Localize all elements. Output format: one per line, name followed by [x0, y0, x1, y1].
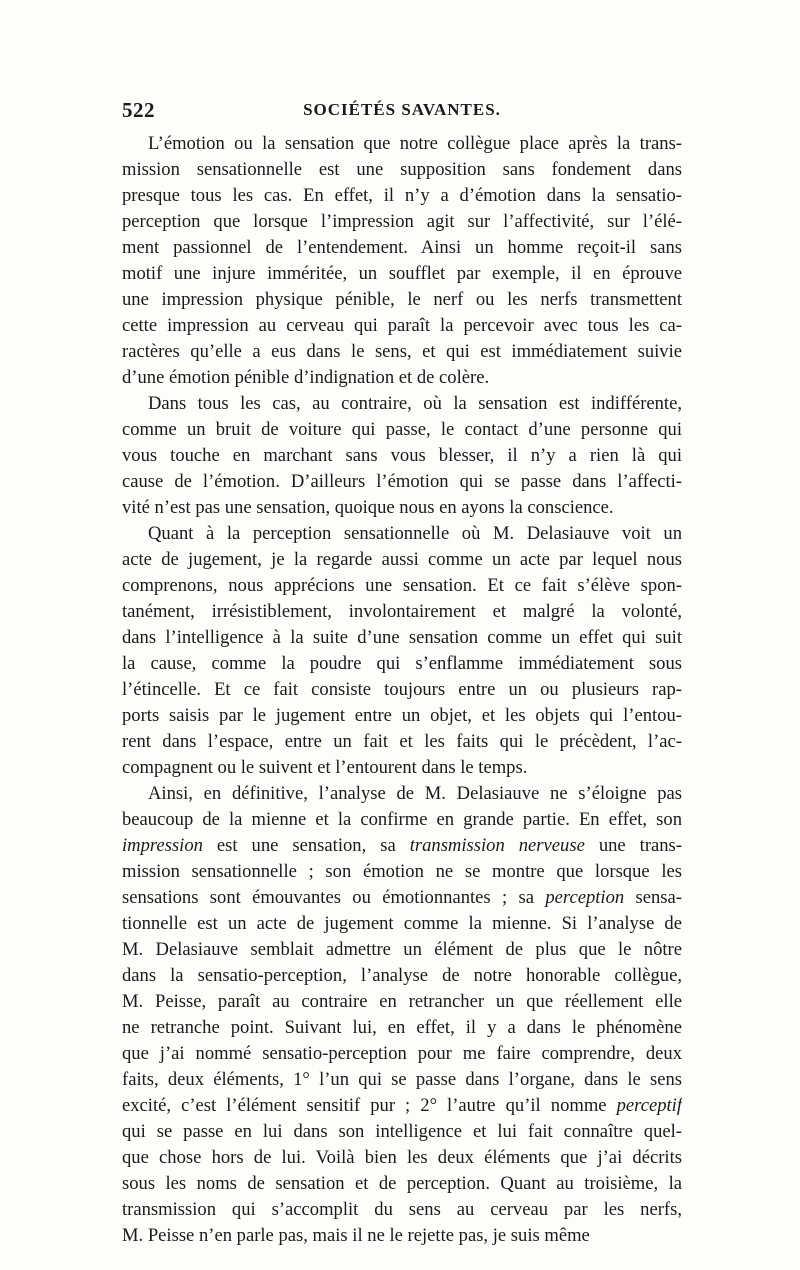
text-line: comprenons, nous apprécions une sensation. Et ce fait s’élève spon-	[122, 575, 682, 596]
text-line: motif une injure imméritée, un soufflet par exemple, il en éprouve	[122, 263, 682, 284]
italic-term: perceptif	[616, 1095, 682, 1116]
text-segment: est une sensation, sa	[202, 835, 410, 856]
text-line: beaucoup de la mienne et la confirme en grande partie. En effet, son	[122, 809, 682, 830]
text-line: sous les noms de sensation et de perception. Quant au troisième, la	[122, 1173, 682, 1194]
text-line: la cause, comme la poudre qui s’enflamme immédiatement sous	[122, 653, 682, 674]
text-line: une impression physique pénible, le nerf ou les nerfs transmettent	[122, 289, 682, 310]
italic-term: transmission nerveuse	[409, 835, 585, 856]
text-line: vité n’est pas une sensation, quoique nous en ayons la conscience.	[122, 497, 614, 518]
text-line: M. Delasiauve semblait admettre un élément de plus que le nôtre	[122, 939, 682, 960]
text-segment: une trans-	[584, 835, 682, 856]
text-line	[122, 833, 682, 859]
text-line: cause de l’émotion. D’ailleurs l’émotion qui se passe dans l’affecti-	[122, 471, 682, 492]
page-number: 522	[122, 98, 155, 122]
paragraph	[122, 521, 682, 781]
paragraph	[122, 391, 682, 521]
text-line: Ainsi, en définitive, l’analyse de M. Delasiauve ne s’éloigne pas	[148, 783, 682, 804]
text-line: l’étincelle. Et ce fait consiste toujours entre un ou plusieurs rap-	[122, 679, 682, 700]
text-line: Quant à la perception sensationnelle où M. Delasiauve voit un	[148, 523, 682, 544]
text-line: Dans tous les cas, au contraire, où la sensation est indifférente,	[148, 393, 682, 414]
text-line	[122, 885, 682, 911]
page-header	[122, 98, 682, 126]
text-line: compagnent ou le suivent et l’entourent dans le temps.	[122, 757, 528, 778]
text-line: dans la sensatio-perception, l’analyse de notre honorable collègue,	[122, 965, 682, 986]
text-line: L’émotion ou la sensation que notre collègue place après la trans-	[148, 133, 682, 154]
text-line: acte de jugement, je la regarde aussi comme un acte par lequel nous	[122, 549, 682, 570]
text-line: comme un bruit de voiture qui passe, le contact d’une personne qui	[122, 419, 682, 440]
text-line: mission sensationnelle est une supposition sans fondement dans	[122, 159, 682, 180]
text-line: que chose hors de lui. Voilà bien les deux éléments que j’ai décrits	[122, 1147, 682, 1168]
italic-term: impression	[122, 835, 203, 856]
text-line	[122, 1093, 682, 1119]
text-line: M. Peisse n’en parle pas, mais il ne le rejette pas, je suis même	[122, 1225, 590, 1246]
text-line: tionnelle est un acte de jugement comme la mienne. Si l’analyse de	[122, 913, 682, 934]
text-line: ne retranche point. Suivant lui, en effet, il y a dans le phénomène	[122, 1017, 682, 1038]
text-line: ment passionnel de l’entendement. Ainsi un homme reçoit-il sans	[122, 237, 682, 258]
paragraph	[122, 781, 682, 1249]
text-line: transmission qui s’accomplit du sens au cerveau par les nerfs,	[122, 1199, 682, 1220]
text-line: presque tous les cas. En effet, il n’y a d’émotion dans la sensatio-	[122, 185, 682, 206]
text-line: qui se passe en lui dans son intelligence et lui fait connaître quel-	[122, 1121, 682, 1142]
paragraph	[122, 131, 682, 391]
text-line: rent dans l’espace, entre un fait et les faits qui le précèdent, l’ac-	[122, 731, 682, 752]
text-segment: sensa-	[624, 887, 682, 908]
text-line: perception que lorsque l’impression agit sur l’affectivité, sur l’élé-	[122, 211, 682, 232]
text-line: ractères qu’elle a eus dans le sens, et qui est immédiatement suivie	[122, 341, 682, 362]
running-head: SOCIÉTÉS SAVANTES.	[303, 100, 501, 119]
text-line: faits, deux éléments, 1° l’un qui se passe dans l’organe, dans le sens	[122, 1069, 682, 1090]
text-line: vous touche en marchant sans vous blesser, il n’y a rien là qui	[122, 445, 682, 466]
text-line: dans l’intelligence à la suite d’une sensation comme un effet qui suit	[122, 627, 682, 648]
text-line: d’une émotion pénible d’indignation et de colère.	[122, 367, 490, 388]
text-line: mission sensationnelle ; son émotion ne se montre que lorsque les	[122, 861, 682, 882]
text-line: M. Peisse, paraît au contraire en retrancher un que réellement elle	[122, 991, 682, 1012]
text-segment: excité, c’est l’élément sensitif pur ; 2° l’autre qu’il nomme	[122, 1095, 617, 1116]
body-text	[122, 131, 682, 1249]
text-segment: sensations sont émouvantes ou émotionnantes ; sa	[122, 887, 546, 908]
text-line: ports saisis par le jugement entre un objet, et les objets qui l’entou-	[122, 705, 682, 726]
italic-term: perception	[545, 887, 625, 908]
text-line: cette impression au cerveau qui paraît la percevoir avec tous les ca-	[122, 315, 682, 336]
text-line: que j’ai nommé sensatio-perception pour me faire comprendre, deux	[122, 1043, 682, 1064]
text-line: tanément, irrésistiblement, involontairement et malgré la volonté,	[122, 601, 682, 622]
